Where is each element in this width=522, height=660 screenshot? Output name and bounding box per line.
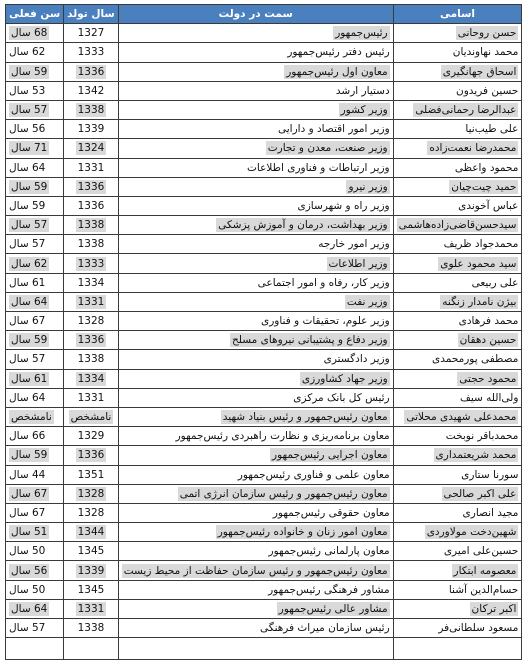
cell-text: دستیار ارشد xyxy=(335,84,390,97)
table-row xyxy=(6,446,522,465)
cell-text: مشاور عالی رئیس‌جمهور xyxy=(278,602,388,615)
cell-name xyxy=(393,177,522,196)
cell-text: 50 سال xyxy=(9,545,46,558)
cell-birth-year xyxy=(64,100,119,119)
cell-text: معاون رئیس‌جمهور و رئیس بنیاد شهید xyxy=(222,411,388,424)
cell-text: نامشخص xyxy=(70,411,112,424)
cell-name xyxy=(393,484,522,503)
cell-position xyxy=(118,254,393,273)
cell-birth-year xyxy=(64,446,119,465)
cell-text: 1324 xyxy=(77,142,105,155)
cell-position xyxy=(118,446,393,465)
cell-position xyxy=(118,331,393,350)
cell-text: 56 سال xyxy=(11,564,48,577)
cell-text: معاون رئیس‌جمهور و رئیس سازمان انرژی اتمی xyxy=(179,487,388,500)
cell-position xyxy=(118,196,393,215)
cell-age xyxy=(6,81,64,100)
table-row xyxy=(6,43,522,62)
cell-age xyxy=(6,561,64,580)
cell-age xyxy=(6,331,64,350)
cell-position xyxy=(118,312,393,331)
table-row xyxy=(6,292,522,311)
cell-name xyxy=(393,43,522,62)
cell-position xyxy=(118,407,393,426)
cell-text: وزیر ارتباطات و فناوری اطلاعات xyxy=(247,161,390,174)
cell-text: رئیس کل بانک مرکزی xyxy=(293,391,390,404)
cell-age xyxy=(6,24,64,43)
cell-text: سورنا ستاری xyxy=(461,468,519,481)
cell-text: مشاور فرهنگی رئیس‌جمهور xyxy=(268,583,390,596)
cell-position xyxy=(118,24,393,43)
cell-text: معاون برنامه‌ریزی و نظارت راهبردی رئیس‌جمهور xyxy=(175,430,390,443)
cell-position xyxy=(118,235,393,254)
cell-name xyxy=(393,312,522,331)
cell-age xyxy=(6,503,64,522)
cell-age xyxy=(6,100,64,119)
cell-name xyxy=(393,388,522,407)
cell-text: وزیر نفت xyxy=(346,295,388,308)
cell-text: 61 سال xyxy=(11,372,48,385)
cell-text: وزیر اطلاعات xyxy=(328,257,388,270)
cell-text: حسین‌علی امیری xyxy=(443,545,519,558)
cell-text: محمد شریعتمداری xyxy=(435,449,517,462)
cell-birth-year xyxy=(64,139,119,158)
table-row xyxy=(6,619,522,638)
cell-text: وزیر امور خارجه xyxy=(318,238,390,251)
cell-text: مسعود سلطانی‌فر xyxy=(438,622,519,635)
cell-birth-year xyxy=(64,292,119,311)
cell-text: علی طیب‌نیا xyxy=(465,123,519,136)
cell-text: 1329 xyxy=(77,430,105,443)
cell-position xyxy=(118,619,393,638)
cell-name xyxy=(393,580,522,599)
cell-text: 44 سال xyxy=(9,468,46,481)
cell-text: اکبر ترکان xyxy=(471,602,517,615)
cell-text: عبدالرضا رحمانی‌فضلی xyxy=(415,104,517,117)
cell-name xyxy=(393,216,522,235)
cell-position xyxy=(118,62,393,81)
cell-birth-year xyxy=(64,369,119,388)
cell-birth-year xyxy=(64,350,119,369)
table-row xyxy=(6,523,522,542)
cell-birth-year xyxy=(64,158,119,177)
cell-position xyxy=(118,369,393,388)
table-row xyxy=(6,599,522,618)
cell-name xyxy=(393,331,522,350)
cell-text: معاون اجرایی رئیس‌جمهور xyxy=(272,449,388,462)
cell-text: 1328 xyxy=(77,315,105,328)
table-row xyxy=(6,369,522,388)
table-row xyxy=(6,196,522,215)
cell-position xyxy=(118,580,393,599)
cell-text: 1338 xyxy=(77,622,105,635)
cell-position xyxy=(118,273,393,292)
cell-position xyxy=(118,216,393,235)
cell-name xyxy=(393,619,522,638)
cell-text: 59 سال xyxy=(11,449,48,462)
cell-age xyxy=(6,292,64,311)
cell-birth-year xyxy=(64,561,119,580)
table-row xyxy=(6,407,522,426)
cell-text: حسین دهقان xyxy=(459,334,517,347)
cell-birth-year xyxy=(64,120,119,139)
cell-text: وزیر راه و شهرسازی xyxy=(297,199,390,212)
cell-birth-year xyxy=(64,388,119,407)
cell-position xyxy=(118,388,393,407)
cell-text: معصومه ابتکار xyxy=(453,564,517,577)
cell-text: 1328 xyxy=(77,506,105,519)
table-row xyxy=(6,81,522,100)
cell-text: علی اکبر صالحی xyxy=(443,487,517,500)
officials-table xyxy=(5,4,522,660)
cell-birth-year xyxy=(64,599,119,618)
cell-text: وزیر علوم، تحقیقات و فناوری xyxy=(260,315,390,328)
table-row xyxy=(6,254,522,273)
cell-name xyxy=(393,561,522,580)
header-birth-year: سال تولد xyxy=(64,5,119,24)
table-row xyxy=(6,580,522,599)
cell-text: مجید انصاری xyxy=(462,506,519,519)
cell-age xyxy=(6,254,64,273)
cell-text: محمدباقر نوبخت xyxy=(445,430,519,443)
table-row xyxy=(6,273,522,292)
cell-text: مصطفی پورمحمدی xyxy=(432,353,519,366)
cell-text: اسحاق جهانگیری xyxy=(442,65,517,78)
cell-text: 57 سال xyxy=(11,219,48,232)
cell-name xyxy=(393,369,522,388)
cell-text: محمد نهاوندیان xyxy=(452,46,519,59)
cell-birth-year xyxy=(64,196,119,215)
cell-text: 64 سال xyxy=(11,602,48,615)
cell-text: 68 سال xyxy=(11,27,48,40)
cell-name xyxy=(393,139,522,158)
cell-age xyxy=(6,542,64,561)
table-row xyxy=(6,120,522,139)
cell-birth-year xyxy=(64,254,119,273)
cell-position xyxy=(118,350,393,369)
cell-text: 1345 xyxy=(77,545,105,558)
cell-text: حسن روحانی xyxy=(457,27,517,40)
table-row xyxy=(6,561,522,580)
cell-text: محمدجواد ظریف xyxy=(443,238,519,251)
table-row xyxy=(6,62,522,81)
cell-age xyxy=(6,62,64,81)
table-row xyxy=(6,350,522,369)
cell-text: وزیر بهداشت، درمان و آموزش پزشکی xyxy=(218,219,388,232)
table-row xyxy=(6,24,522,43)
cell-text: 1338 xyxy=(77,104,105,117)
cell-name xyxy=(393,235,522,254)
cell-text: 1333 xyxy=(77,257,105,270)
table-row xyxy=(6,216,522,235)
cell-text: 67 سال xyxy=(11,487,48,500)
cell-position xyxy=(118,542,393,561)
cell-text: حسام‌الدین آشنا xyxy=(448,583,519,596)
cell-text: وزیر کشور xyxy=(340,104,388,117)
cell-name xyxy=(393,503,522,522)
cell-age xyxy=(6,177,64,196)
cell-birth-year xyxy=(64,81,119,100)
cell-text: 56 سال xyxy=(9,123,46,136)
cell-text: 57 سال xyxy=(9,622,46,635)
cell-text: رئیس‌جمهور xyxy=(335,27,388,40)
cell-name xyxy=(393,120,522,139)
table-row xyxy=(6,158,522,177)
cell-age xyxy=(6,139,64,158)
cell-text: 1338 xyxy=(77,238,105,251)
cell-age xyxy=(6,407,64,426)
cell-birth-year xyxy=(64,580,119,599)
cell-birth-year xyxy=(64,273,119,292)
cell-text: 1336 xyxy=(77,334,105,347)
empty-row xyxy=(6,638,522,660)
cell-text: وزیر دفاع و پشتیبانی نیروهای مسلح xyxy=(232,334,388,347)
cell-name xyxy=(393,599,522,618)
cell-birth-year xyxy=(64,312,119,331)
cell-text: 1344 xyxy=(77,526,105,539)
cell-text: 1331 xyxy=(77,391,105,404)
cell-birth-year xyxy=(64,465,119,484)
cell-text: 64 سال xyxy=(9,391,46,404)
cell-name xyxy=(393,542,522,561)
cell-text: وزیر جهاد کشاورزی xyxy=(301,372,388,385)
cell-age xyxy=(6,273,64,292)
cell-text: 64 سال xyxy=(11,295,48,308)
cell-text: وزیر امور اقتصاد و دارایی xyxy=(277,123,390,136)
cell-text: رئیس دفتر رئیس‌جمهور xyxy=(287,46,390,59)
cell-age xyxy=(6,196,64,215)
cell-birth-year xyxy=(64,407,119,426)
cell-text: نامشخص xyxy=(11,411,52,424)
table-row xyxy=(6,427,522,446)
cell-birth-year xyxy=(64,484,119,503)
cell-text: 1336 xyxy=(77,180,105,193)
cell-birth-year xyxy=(64,331,119,350)
cell-birth-year xyxy=(64,235,119,254)
cell-text: 62 سال xyxy=(11,257,48,270)
cell-text: 1351 xyxy=(77,468,105,481)
cell-age xyxy=(6,235,64,254)
cell-text: 1338 xyxy=(77,353,105,366)
cell-text: 1331 xyxy=(77,602,105,615)
cell-age xyxy=(6,580,64,599)
cell-name xyxy=(393,273,522,292)
cell-position xyxy=(118,81,393,100)
cell-position xyxy=(118,177,393,196)
cell-position xyxy=(118,523,393,542)
empty-cell xyxy=(64,638,119,660)
table-row xyxy=(6,388,522,407)
cell-name xyxy=(393,81,522,100)
cell-text: 59 سال xyxy=(9,199,46,212)
cell-birth-year xyxy=(64,523,119,542)
cell-text: رئیس سازمان میراث فرهنگی xyxy=(260,622,390,635)
cell-text: معاون حقوقی رئیس‌جمهور xyxy=(272,506,390,519)
cell-text: 1336 xyxy=(77,199,105,212)
cell-text: 1342 xyxy=(77,84,105,97)
cell-name xyxy=(393,254,522,273)
cell-text: محمد فرهادی xyxy=(458,315,519,328)
cell-age xyxy=(6,43,64,62)
cell-text: 1334 xyxy=(77,372,105,385)
cell-text: 1345 xyxy=(77,583,105,596)
cell-text: محمدعلی شهیدی محلاتی xyxy=(406,411,517,424)
table-row xyxy=(6,235,522,254)
cell-position xyxy=(118,503,393,522)
cell-text: معاون رئیس‌جمهور و رئیس سازمان حفاظت از محیط زیست xyxy=(123,564,388,577)
cell-age xyxy=(6,350,64,369)
cell-text: معاون اول رئیس‌جمهور xyxy=(286,65,388,78)
empty-cell xyxy=(393,638,522,660)
table-row xyxy=(6,484,522,503)
cell-text: 67 سال xyxy=(9,506,46,519)
cell-birth-year xyxy=(64,503,119,522)
cell-age xyxy=(6,312,64,331)
cell-position xyxy=(118,427,393,446)
cell-text: 57 سال xyxy=(9,353,46,366)
cell-text: 1333 xyxy=(77,46,105,59)
cell-text: 1338 xyxy=(77,219,105,232)
cell-text: محمود حجتی xyxy=(459,372,517,385)
cell-position xyxy=(118,465,393,484)
cell-text: 53 سال xyxy=(9,84,46,97)
cell-text: 1331 xyxy=(77,295,105,308)
table-row xyxy=(6,100,522,119)
cell-text: 59 سال xyxy=(11,65,48,78)
cell-text: 57 سال xyxy=(11,104,48,117)
cell-age xyxy=(6,388,64,407)
cell-birth-year xyxy=(64,427,119,446)
cell-age xyxy=(6,216,64,235)
table-row xyxy=(6,139,522,158)
cell-text: 1328 xyxy=(77,487,105,500)
cell-age xyxy=(6,158,64,177)
cell-text: 1334 xyxy=(77,276,105,289)
cell-text: 66 سال xyxy=(9,430,46,443)
cell-text: معاون پارلمانی رئیس‌جمهور xyxy=(268,545,390,558)
cell-position xyxy=(118,158,393,177)
cell-age xyxy=(6,120,64,139)
cell-birth-year xyxy=(64,177,119,196)
cell-position xyxy=(118,484,393,503)
cell-text: وزیر نیرو xyxy=(348,180,388,193)
table-row xyxy=(6,465,522,484)
cell-text: سیدحسن‌قاضی‌زاده‌هاشمی xyxy=(398,219,517,232)
cell-age xyxy=(6,465,64,484)
cell-birth-year xyxy=(64,542,119,561)
cell-name xyxy=(393,523,522,542)
cell-age xyxy=(6,484,64,503)
cell-text: 1339 xyxy=(77,564,105,577)
header-name: اسامی xyxy=(393,5,522,24)
cell-text: 71 سال xyxy=(11,142,48,155)
table-row xyxy=(6,331,522,350)
cell-text: 64 سال xyxy=(9,161,46,174)
cell-age xyxy=(6,446,64,465)
cell-name xyxy=(393,446,522,465)
cell-text: محمود واعظی xyxy=(454,161,519,174)
cell-name xyxy=(393,465,522,484)
cell-text: 1331 xyxy=(77,161,105,174)
cell-name xyxy=(393,158,522,177)
cell-text: وزیر کار، رفاه و امور اجتماعی xyxy=(257,276,390,289)
cell-text: معاون علمی و فناوری رئیس‌جمهور xyxy=(237,468,390,481)
table-row xyxy=(6,542,522,561)
cell-text: علی ربیعی xyxy=(471,276,519,289)
cell-text: ولی‌الله سیف xyxy=(459,391,519,404)
cell-name xyxy=(393,100,522,119)
empty-cell xyxy=(6,638,64,660)
cell-text: وزیر دادگستری xyxy=(323,353,390,366)
cell-birth-year xyxy=(64,619,119,638)
cell-position xyxy=(118,139,393,158)
cell-name xyxy=(393,196,522,215)
cell-age xyxy=(6,523,64,542)
cell-text: 59 سال xyxy=(11,180,48,193)
cell-name xyxy=(393,427,522,446)
cell-birth-year xyxy=(64,216,119,235)
cell-birth-year xyxy=(64,62,119,81)
cell-position xyxy=(118,120,393,139)
cell-text: 1336 xyxy=(77,65,105,78)
table-row xyxy=(6,503,522,522)
cell-text: عباس آخوندی xyxy=(458,199,519,212)
cell-age xyxy=(6,599,64,618)
cell-text: محمدرضا نعمت‌زاده xyxy=(429,142,517,155)
cell-birth-year xyxy=(64,24,119,43)
cell-position xyxy=(118,292,393,311)
empty-cell xyxy=(118,638,393,660)
cell-age xyxy=(6,427,64,446)
cell-age xyxy=(6,369,64,388)
cell-text: 62 سال xyxy=(9,46,46,59)
header-position: سمت در دولت xyxy=(118,5,393,24)
cell-position xyxy=(118,599,393,618)
cell-text: 1327 xyxy=(77,27,105,40)
cell-text: معاون امور زنان و خانواده رئیس‌جمهور xyxy=(217,526,388,539)
table-row xyxy=(6,312,522,331)
header-age: سن فعلی xyxy=(6,5,64,24)
cell-text: شهین‌دخت مولاوردی xyxy=(426,526,517,539)
cell-text: 1339 xyxy=(77,123,105,136)
cell-birth-year xyxy=(64,43,119,62)
cell-position xyxy=(118,561,393,580)
cell-text: 50 سال xyxy=(9,583,46,596)
cell-text: 57 سال xyxy=(9,238,46,251)
cell-text: وزیر صنعت، معدن و تجارت xyxy=(267,142,388,155)
cell-text: 67 سال xyxy=(9,315,46,328)
table-row xyxy=(6,177,522,196)
cell-text: 1336 xyxy=(77,449,105,462)
header-row xyxy=(6,5,522,24)
cell-age xyxy=(6,619,64,638)
cell-text: 61 سال xyxy=(9,276,46,289)
cell-name xyxy=(393,62,522,81)
cell-text: حسین فریدون xyxy=(456,84,519,97)
cell-name xyxy=(393,292,522,311)
cell-name xyxy=(393,407,522,426)
cell-text: 59 سال xyxy=(11,334,48,347)
cell-text: سید محمود علوی xyxy=(440,257,517,270)
cell-text: 51 سال xyxy=(11,526,48,539)
cell-position xyxy=(118,43,393,62)
cell-name xyxy=(393,24,522,43)
cell-text: بیژن نامدار زنگنه xyxy=(442,295,517,308)
cell-position xyxy=(118,100,393,119)
cell-name xyxy=(393,350,522,369)
cell-text: حمید چیت‌چیان xyxy=(451,180,517,193)
